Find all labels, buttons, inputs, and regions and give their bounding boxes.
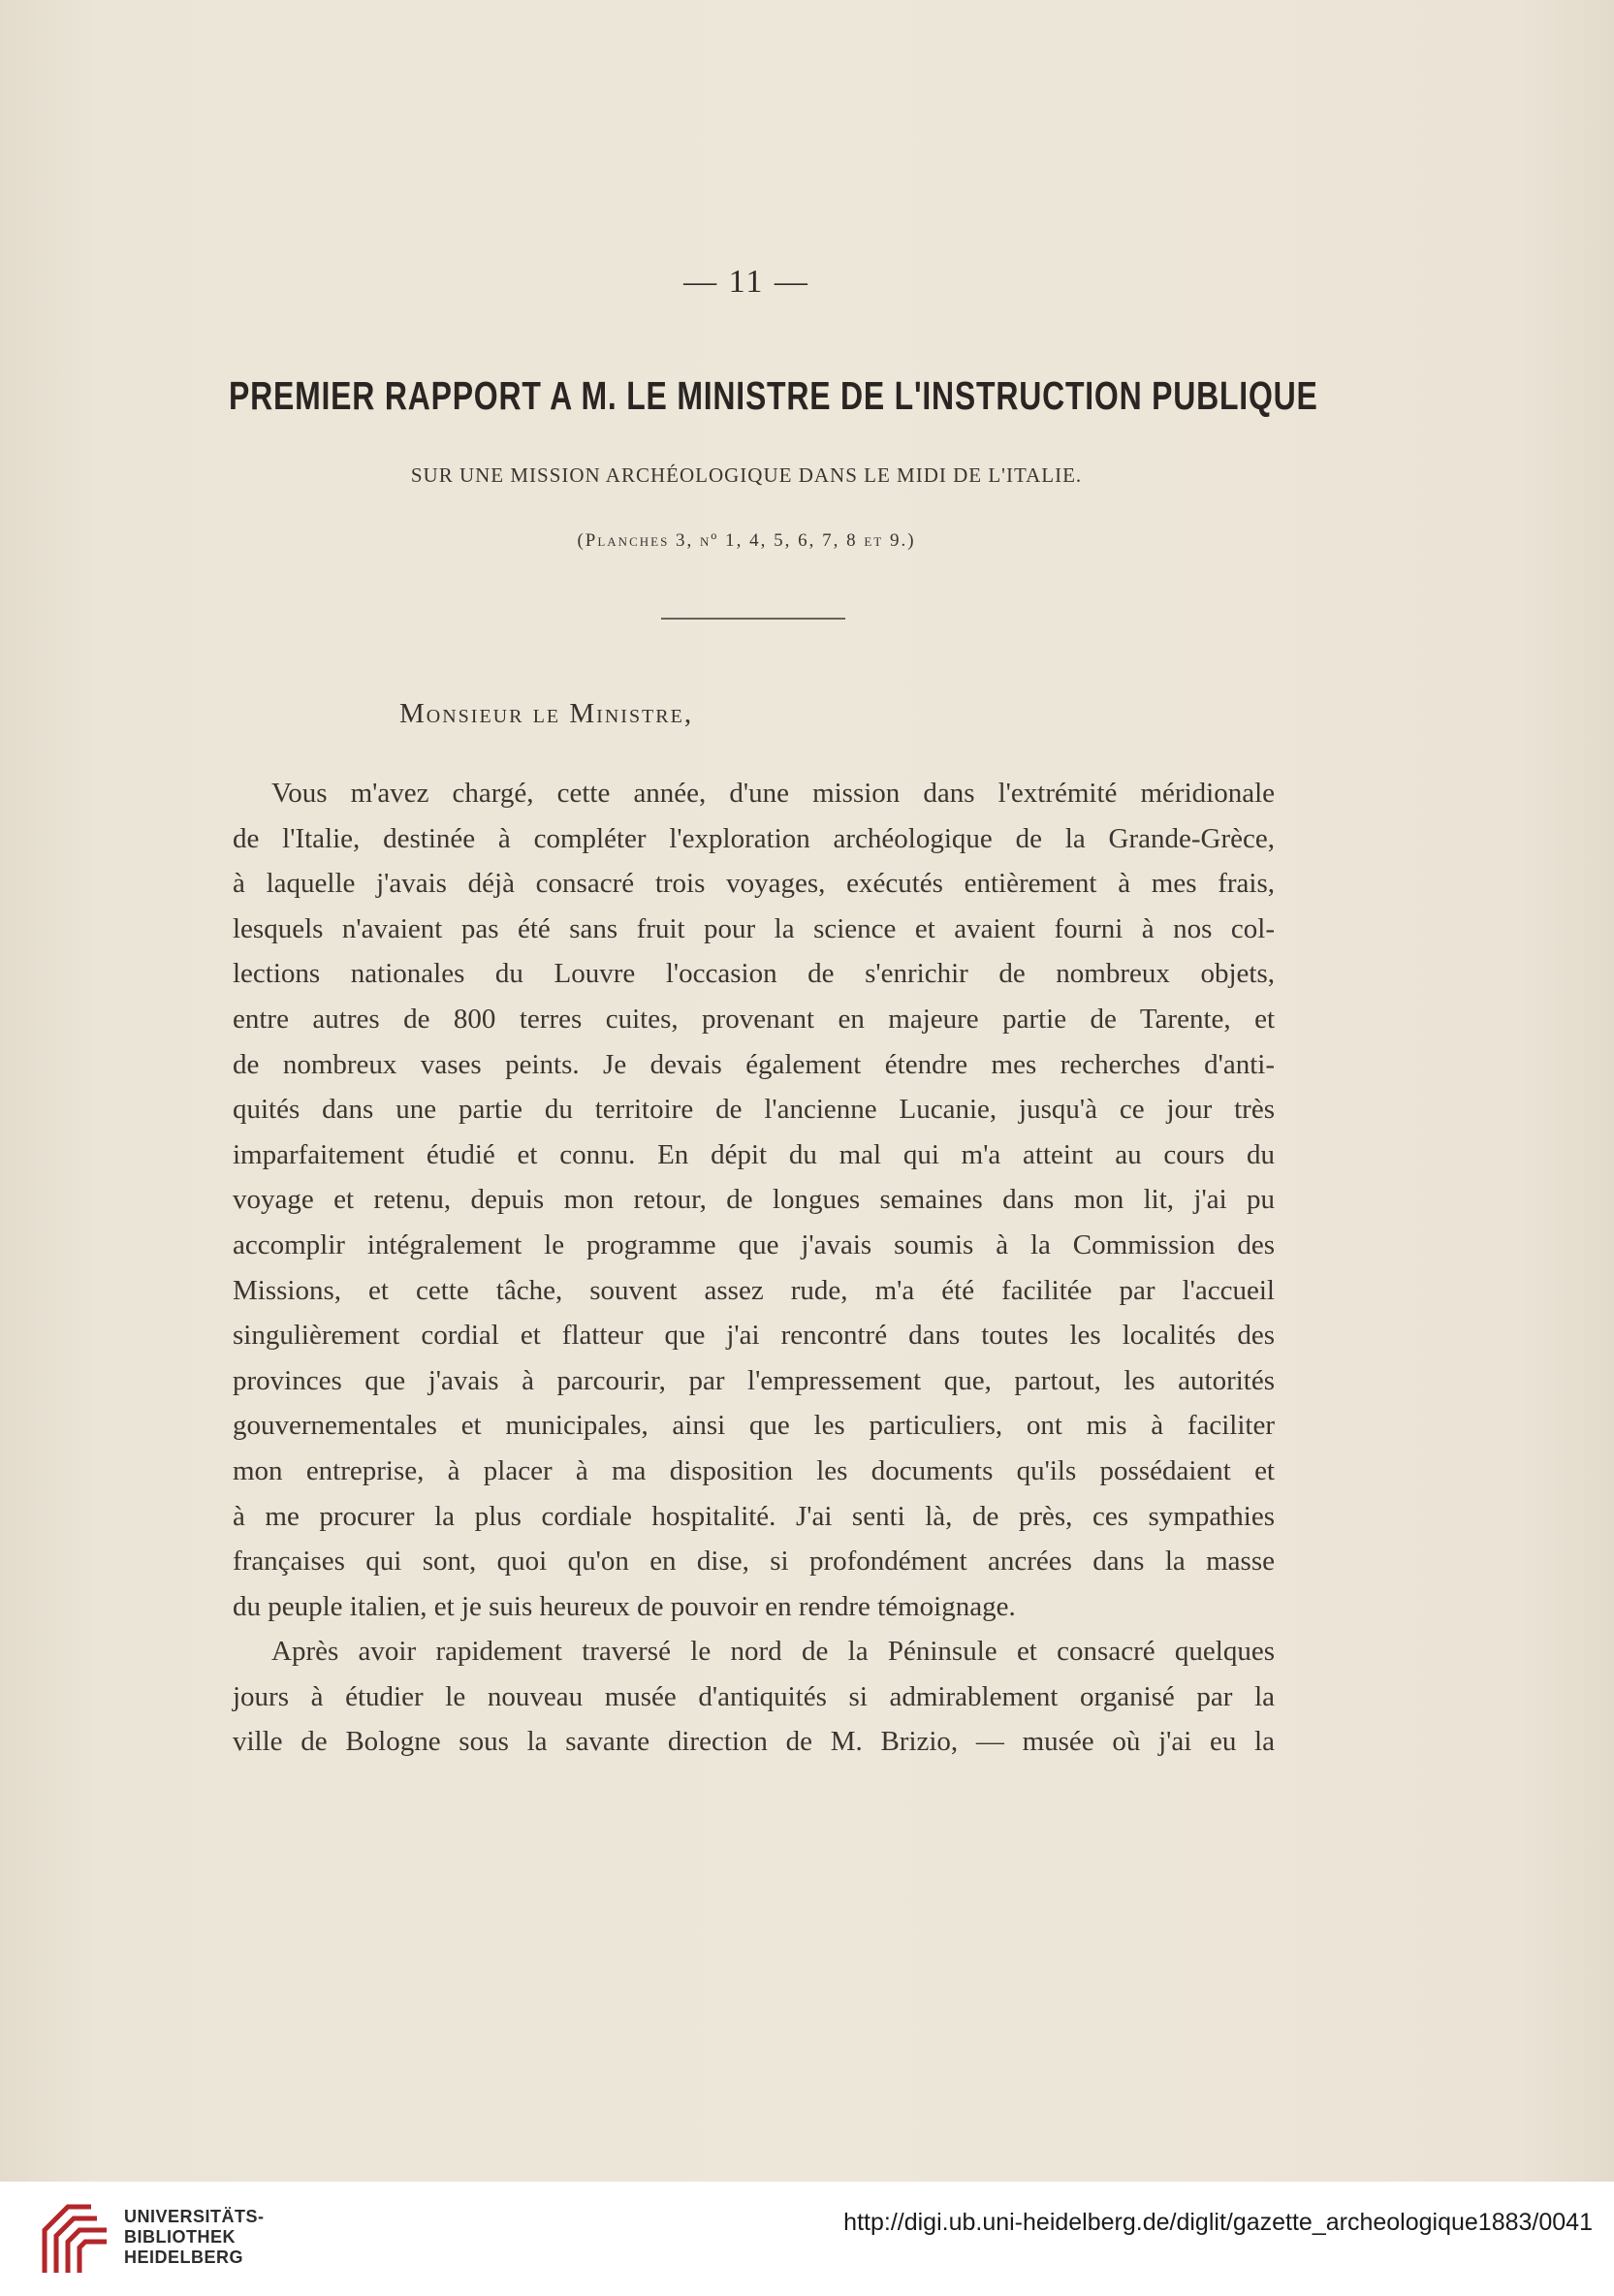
text-line: voyage et retenu, depuis mon retour, de longues semaines dans mon lit, j'ai pu (233, 1184, 1275, 1216)
library-name-line: UNIVERSITÄTS- (124, 2207, 265, 2226)
letter-body (233, 771, 1275, 1765)
page-number: — 11 — (683, 264, 809, 300)
title-divider (661, 618, 845, 620)
text-line: lections nationales du Louvre l'occasion de s'enrichir de nombreux objets, (233, 958, 1275, 990)
text-line: mon entreprise, à placer à ma disposition les documents qu'ils possédaient et (233, 1454, 1275, 1486)
text-line: du peuple italien, et je suis heureux de pouvoir en rendre témoignage. (233, 1590, 1016, 1622)
text-line: de l'Italie, destinée à compléter l'exploration archéologique de la Grande-Grèce, (233, 822, 1275, 854)
text-line: à laquelle j'avais déjà consacré trois voyages, exécutés entièrement à mes frais, (233, 868, 1275, 900)
text-line: provinces que j'avais à parcourir, par l'empressement que, partout, les autorités (233, 1364, 1275, 1396)
salutation: Monsieur le Ministre, (399, 698, 694, 729)
text-line: quités dans une partie du territoire de l'ancienne Lucanie, jusqu'à ce jour très (233, 1094, 1275, 1126)
text-line: Après avoir rapidement traversé le nord de la Péninsule et consacré quelques (271, 1636, 1275, 1668)
text-line: à me procurer la plus cordiale hospitalité. J'ai senti là, de près, ces sympathies (233, 1500, 1275, 1532)
plates-reference: (Planches 3, nº 1, 4, 5, 6, 7, 8 et 9.) (577, 530, 916, 551)
text-line: Missions, et cette tâche, souvent assez rude, m'a été facilitée par l'accueil (233, 1274, 1275, 1306)
text-line: de nombreux vases peints. Je devais également étendre mes recherches d'anti- (233, 1048, 1275, 1080)
text-line: lesquels n'avaient pas été sans fruit pour la science et avaient fourni à nos col- (233, 912, 1275, 944)
text-line: ville de Bologne sous la savante direction de M. Brizio, — musée où j'ai eu la (233, 1726, 1275, 1758)
permalink-url[interactable]: http://digi.ub.uni-heidelberg.de/diglit/gazette_archeologique1883/0041 (843, 2209, 1593, 2236)
library-name-line: HEIDELBERG (124, 2248, 244, 2267)
library-name-line: BIBLIOTHEK (124, 2227, 236, 2247)
text-line: françaises qui sont, quoi qu'on en dise, si profondément ancrées dans la masse (233, 1546, 1275, 1578)
text-line: gouvernementales et municipales, ainsi que les particuliers, ont mis à faciliter (233, 1410, 1275, 1442)
page-title: PREMIER RAPPORT A M. LE MINISTRE DE L'INSTRUCTION PUBLIQUE (229, 373, 1318, 418)
heidelberg-library-logo-icon (39, 2201, 112, 2279)
text-line: accomplir intégralement le programme que j'avais soumis à la Commission des (233, 1228, 1275, 1260)
footer-bar (0, 2182, 1614, 2296)
text-line: singulièrement cordial et flatteur que j'ai rencontré dans toutes les localités des (233, 1320, 1275, 1352)
text-line: imparfaitement étudié et connu. En dépit du mal qui m'a atteint au cours du (233, 1138, 1275, 1170)
text-line: jours à étudier le nouveau musée d'antiquités si admirablement organisé par la (233, 1680, 1275, 1712)
text-line: Vous m'avez chargé, cette année, d'une mission dans l'extrémité méridionale (271, 778, 1275, 809)
page-subtitle: SUR UNE MISSION ARCHÉOLOGIQUE DANS LE MIDI DE L'ITALIE. (410, 463, 1083, 487)
text-line: entre autres de 800 terres cuites, provenant en majeure partie de Tarente, et (233, 1003, 1275, 1035)
library-name (124, 2207, 265, 2268)
